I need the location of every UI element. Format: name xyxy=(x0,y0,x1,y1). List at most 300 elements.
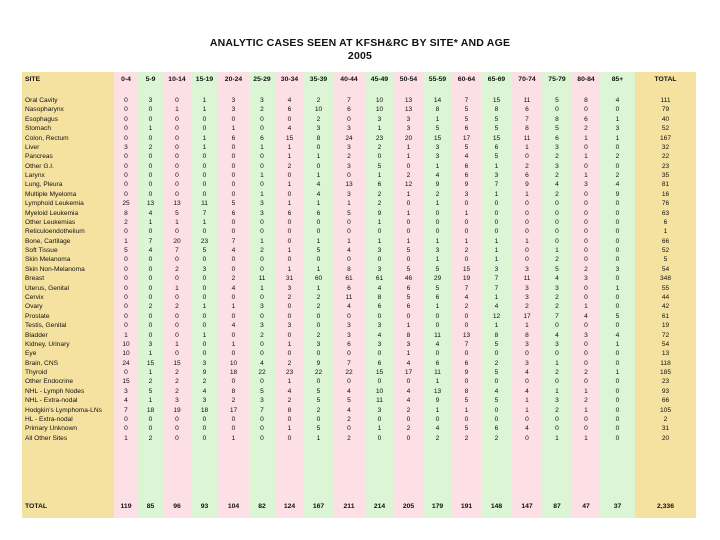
case-count: 5 xyxy=(494,369,499,377)
case-count: 2 xyxy=(347,434,351,442)
case-count: 7 xyxy=(175,247,179,255)
site-name: Reticuloendothelium xyxy=(25,228,85,236)
case-count: 1 xyxy=(584,387,588,395)
case-count: 5 xyxy=(615,312,620,320)
case-count: 0 xyxy=(316,378,321,386)
case-count: 4 xyxy=(615,97,620,104)
case-count: 8 xyxy=(555,115,559,123)
case-count: 2 xyxy=(148,143,153,151)
case-count: 0 xyxy=(124,134,128,142)
case-count: 0 xyxy=(555,350,559,358)
case-count: 1 xyxy=(555,387,559,395)
case-count: 11 xyxy=(523,134,531,142)
case-count: 52 xyxy=(661,247,670,255)
case-count: 0 xyxy=(377,434,382,442)
case-count: 1 xyxy=(287,153,292,161)
case-count: 1 xyxy=(202,134,207,142)
case-count: 0 xyxy=(202,181,207,189)
case-count: 2 xyxy=(316,331,321,339)
case-count: 5 xyxy=(464,143,469,151)
case-count: 1 xyxy=(148,350,153,358)
case-count: 15 xyxy=(433,134,442,142)
case-count: 9 xyxy=(464,369,469,377)
case-count: 0 xyxy=(124,181,128,189)
case-count: 167 xyxy=(659,134,671,142)
report-year: 2005 xyxy=(347,50,373,62)
case-count: 0 xyxy=(525,209,529,217)
case-count: 111 xyxy=(660,97,671,104)
site-name: NHL - Lymph Nodes xyxy=(25,387,85,395)
case-count: 7 xyxy=(464,97,469,104)
site-name: Ovary xyxy=(25,303,43,311)
case-count: 1 xyxy=(584,434,588,442)
case-count: 31 xyxy=(661,425,670,433)
case-count: 0 xyxy=(615,256,620,264)
case-count: 0 xyxy=(377,415,382,423)
case-count: 0 xyxy=(435,415,440,423)
case-count: 0 xyxy=(525,153,529,161)
case-count: 0 xyxy=(464,256,469,264)
case-count: 4 xyxy=(555,331,559,339)
site-name: Uterus, Genital xyxy=(25,284,69,292)
case-count: 2 xyxy=(555,190,559,198)
case-count: 3 xyxy=(525,293,529,301)
case-count: 3 xyxy=(287,284,292,292)
case-count: 5 xyxy=(406,265,411,273)
case-count: 6 xyxy=(406,284,411,292)
case-count: 185 xyxy=(659,369,671,377)
case-count: 1 xyxy=(287,181,292,189)
case-count: 3 xyxy=(584,275,588,283)
total-value: 96 xyxy=(173,503,181,510)
case-count: 0 xyxy=(175,143,179,151)
case-count: 2 xyxy=(464,303,469,311)
case-count: 7 xyxy=(494,275,499,283)
case-count: 13 xyxy=(404,106,413,114)
case-count: 5 xyxy=(464,106,469,114)
case-count: 1 xyxy=(435,115,440,123)
case-count: 0 xyxy=(555,378,559,386)
case-count: 0 xyxy=(231,265,236,273)
case-count: 4 xyxy=(347,387,351,395)
case-count: 0 xyxy=(202,172,207,180)
case-count: 4 xyxy=(435,172,440,180)
case-count: 8 xyxy=(377,293,382,301)
case-count: 15 xyxy=(285,134,294,142)
case-count: 5 xyxy=(555,265,559,273)
site-name: Kidney, Urinary xyxy=(25,340,70,348)
case-count: 8 xyxy=(435,106,440,114)
case-count: 0 xyxy=(148,134,153,142)
case-count: 0 xyxy=(525,256,529,264)
case-count: 5 xyxy=(316,425,321,433)
case-count: 5 xyxy=(555,97,559,104)
case-count: 1 xyxy=(175,284,179,292)
case-count: 0 xyxy=(464,200,469,208)
case-count: 0 xyxy=(555,237,559,245)
case-count: 1 xyxy=(435,237,440,245)
case-count: 1 xyxy=(316,153,321,161)
case-count: 0 xyxy=(260,312,264,320)
case-count: 2 xyxy=(663,415,668,423)
case-count: 0 xyxy=(175,275,179,283)
case-count: 5 xyxy=(406,293,411,301)
case-count: 42 xyxy=(661,303,670,311)
case-count: 1 xyxy=(316,200,321,208)
case-count: 4 xyxy=(231,322,236,330)
case-count: 3 xyxy=(260,97,264,104)
column-header: 85+ xyxy=(611,76,624,83)
case-count: 0 xyxy=(525,228,529,236)
case-count: 3 xyxy=(406,340,411,348)
case-count: 5 xyxy=(124,247,128,255)
case-count: 0 xyxy=(525,218,529,226)
case-count: 0 xyxy=(584,359,588,367)
case-count: 1 xyxy=(525,143,529,151)
case-count: 2 xyxy=(584,397,588,405)
case-count: 0 xyxy=(525,350,529,358)
case-count: 0 xyxy=(124,369,128,377)
case-count: 1 xyxy=(435,162,440,170)
case-count: 2 xyxy=(555,303,559,311)
case-count: 2 xyxy=(202,378,207,386)
case-count: 0 xyxy=(555,425,559,433)
case-count: 17 xyxy=(404,369,413,377)
case-count: 19 xyxy=(661,322,670,330)
case-count: 3 xyxy=(231,97,236,104)
case-count: 1 xyxy=(377,172,382,180)
case-count: 1 xyxy=(555,247,559,255)
case-count: 15 xyxy=(492,97,501,104)
case-count: 11 xyxy=(434,369,441,377)
case-count: 0 xyxy=(231,312,236,320)
case-count: 2 xyxy=(175,369,179,377)
case-count: 0 xyxy=(148,172,153,180)
case-count: 1 xyxy=(615,284,620,292)
case-count: 0 xyxy=(202,415,207,423)
case-count: 1 xyxy=(584,172,588,180)
case-count: 1 xyxy=(148,218,153,226)
case-count: 1 xyxy=(525,406,529,414)
case-count: 1 xyxy=(494,293,499,301)
case-count: 4 xyxy=(347,247,351,255)
case-count: 0 xyxy=(464,322,469,330)
case-count: 0 xyxy=(148,256,153,264)
case-count: 6 xyxy=(494,143,499,151)
case-count: 0 xyxy=(615,434,620,442)
case-count: 13 xyxy=(404,97,413,104)
case-count: 0 xyxy=(584,162,588,170)
case-count: 1 xyxy=(287,425,292,433)
case-count: 0 xyxy=(377,256,382,264)
case-count: 0 xyxy=(435,218,440,226)
case-count: 0 xyxy=(406,162,411,170)
case-count: 0 xyxy=(260,378,264,386)
case-count: 0 xyxy=(584,190,588,198)
case-count: 9 xyxy=(615,190,620,198)
case-count: 0 xyxy=(260,115,264,123)
total-value: 2,336 xyxy=(656,503,674,510)
case-count: 15 xyxy=(492,134,501,142)
case-count: 0 xyxy=(584,415,588,423)
case-count: 105 xyxy=(659,406,671,414)
report-title: ANALYTIC CASES SEEN AT KFSH&RC BY SITE* AND AGE xyxy=(209,37,511,49)
case-count: 0 xyxy=(202,284,207,292)
case-count: 18 xyxy=(229,369,238,377)
case-count: 4 xyxy=(615,181,620,189)
case-count: 0 xyxy=(175,181,179,189)
case-count: 0 xyxy=(148,181,153,189)
case-count: 348 xyxy=(659,275,671,283)
case-count: 15 xyxy=(375,369,384,377)
case-count: 4 xyxy=(406,397,411,405)
case-count: 2 xyxy=(124,218,128,226)
case-count: 63 xyxy=(661,209,670,217)
case-count: 0 xyxy=(555,218,559,226)
case-count: 3 xyxy=(494,172,499,180)
case-count: 0 xyxy=(316,162,321,170)
case-count: 6 xyxy=(464,125,469,133)
case-count: 0 xyxy=(260,265,264,273)
case-count: 19 xyxy=(462,275,471,283)
total-value: 211 xyxy=(343,503,355,510)
case-count: 0 xyxy=(525,200,529,208)
case-count: 4 xyxy=(464,153,469,161)
case-count: 1 xyxy=(494,322,499,330)
case-count: 4 xyxy=(231,247,236,255)
case-count: 2 xyxy=(406,425,411,433)
case-count: 5 xyxy=(435,125,440,133)
case-count: 1 xyxy=(435,256,440,264)
case-count: 0 xyxy=(347,312,351,320)
case-count: 0 xyxy=(202,256,207,264)
case-count: 0 xyxy=(615,322,620,330)
site-name: Soft Tissue xyxy=(25,247,58,255)
case-count: 66 xyxy=(661,397,670,405)
case-count: 2 xyxy=(555,369,559,377)
case-count: 0 xyxy=(260,153,264,161)
site-name: Hodgkin's Lymphoma-LNs xyxy=(25,406,102,414)
site-name: Lymphoid Leukemia xyxy=(25,200,84,208)
case-count: 0 xyxy=(525,415,529,423)
case-count: 4 xyxy=(555,275,559,283)
case-count: 22 xyxy=(661,153,670,161)
case-count: 0 xyxy=(615,415,620,423)
case-count: 6 xyxy=(231,134,236,142)
case-count: 2 xyxy=(615,153,620,161)
case-count: 0 xyxy=(377,378,382,386)
case-count: 5 xyxy=(494,115,499,123)
case-count: 0 xyxy=(148,284,153,292)
case-count: 0 xyxy=(464,378,469,386)
case-count: 0 xyxy=(175,97,179,104)
case-count: 81 xyxy=(661,181,670,189)
case-count: 2 xyxy=(494,359,499,367)
case-count: 2 xyxy=(615,172,620,180)
case-count: 1 xyxy=(347,200,351,208)
case-count: 11 xyxy=(376,397,383,405)
case-count: 3 xyxy=(584,181,588,189)
site-name: Brain, CNS xyxy=(25,359,58,367)
case-count: 1 xyxy=(175,106,179,114)
total-value: 205 xyxy=(402,503,415,510)
case-count: 0 xyxy=(287,190,292,198)
case-count: 3 xyxy=(555,162,559,170)
case-count: 0 xyxy=(124,115,128,123)
case-count: 22 xyxy=(258,369,266,377)
case-count: 0 xyxy=(202,293,207,301)
case-count: 20 xyxy=(661,434,670,442)
case-count: 6 xyxy=(287,209,292,217)
case-count: 0 xyxy=(124,275,128,283)
case-count: 0 xyxy=(148,331,153,339)
case-count: 0 xyxy=(377,350,382,358)
case-count: 31 xyxy=(285,275,294,283)
column-header: 75-79 xyxy=(548,76,566,83)
case-count: 4 xyxy=(347,303,351,311)
case-count: 1 xyxy=(494,247,499,255)
case-count: 0 xyxy=(494,378,499,386)
case-count: 3 xyxy=(377,322,382,330)
case-count: 1 xyxy=(494,256,499,264)
case-count: 2 xyxy=(260,106,264,114)
case-count: 17 xyxy=(229,406,238,414)
case-count: 1 xyxy=(316,434,321,442)
case-count: 0 xyxy=(555,209,559,217)
case-count: 0 xyxy=(406,218,411,226)
case-count: 1 xyxy=(231,125,236,133)
case-count: 1 xyxy=(584,134,588,142)
case-count: 9 xyxy=(316,359,321,367)
case-count: 1 xyxy=(406,143,411,151)
case-count: 3 xyxy=(316,340,321,348)
case-count: 6 xyxy=(316,209,321,217)
case-count: 6 xyxy=(377,359,382,367)
case-count: 0 xyxy=(202,322,207,330)
case-count: 1 xyxy=(202,106,207,114)
case-count: 6 xyxy=(525,172,529,180)
case-count: 0 xyxy=(525,378,529,386)
case-count: 5 xyxy=(464,425,469,433)
case-count: 0 xyxy=(287,172,292,180)
case-count: 0 xyxy=(175,425,179,433)
case-count: 20 xyxy=(173,237,181,245)
column-header: 65-69 xyxy=(487,76,506,83)
case-count: 1 xyxy=(347,237,351,245)
case-count: 0 xyxy=(555,106,559,114)
column-header: 35-39 xyxy=(309,76,328,83)
site-name: Stomach xyxy=(25,125,52,133)
case-count: 3 xyxy=(555,143,559,151)
case-count: 8 xyxy=(525,125,529,133)
total-value: 147 xyxy=(521,503,533,510)
column-header: 55-59 xyxy=(428,76,447,83)
case-count: 6 xyxy=(435,293,440,301)
case-count: 9 xyxy=(202,369,207,377)
case-count: 0 xyxy=(615,162,620,170)
case-count: 5 xyxy=(555,125,559,133)
case-count: 2 xyxy=(175,387,179,395)
case-count: 3 xyxy=(347,125,351,133)
case-count: 0 xyxy=(406,200,411,208)
case-count: 2 xyxy=(175,378,179,386)
case-count: 46 xyxy=(404,275,413,283)
case-count: 2 xyxy=(316,406,321,414)
case-count: 9 xyxy=(435,397,440,405)
case-count: 3 xyxy=(347,190,351,198)
case-count: 1 xyxy=(202,218,207,226)
case-count: 0 xyxy=(287,303,292,311)
case-count: 3 xyxy=(148,340,153,348)
case-count: 0 xyxy=(124,284,128,292)
case-count: 0 xyxy=(584,237,588,245)
case-count: 0 xyxy=(124,322,128,330)
case-count: 3 xyxy=(494,265,499,273)
case-count: 0 xyxy=(124,265,128,273)
case-count: 4 xyxy=(231,284,236,292)
case-count: 0 xyxy=(148,275,153,283)
case-count: 1 xyxy=(202,97,207,104)
case-count: 13 xyxy=(173,200,181,208)
case-count: 3 xyxy=(175,397,179,405)
case-count: 3 xyxy=(525,340,529,348)
case-count: 18 xyxy=(200,406,209,414)
case-count: 0 xyxy=(175,172,179,180)
case-count: 6 xyxy=(347,340,351,348)
case-count: 1 xyxy=(231,303,236,311)
case-count: 0 xyxy=(231,172,236,180)
total-value: 148 xyxy=(490,503,503,510)
case-count: 0 xyxy=(347,256,351,264)
case-count: 0 xyxy=(615,275,620,283)
case-count: 1 xyxy=(615,134,620,142)
case-count: 2 xyxy=(435,190,440,198)
site-name: Liver xyxy=(25,143,40,151)
case-count: 3 xyxy=(435,247,440,255)
case-count: 0 xyxy=(231,350,236,358)
case-count: 13 xyxy=(462,331,471,339)
case-count: 0 xyxy=(464,350,469,358)
case-count: 0 xyxy=(231,218,236,226)
case-count: 6 xyxy=(464,359,469,367)
case-count: 16 xyxy=(661,190,670,198)
case-count: 2 xyxy=(175,303,179,311)
case-count: 13 xyxy=(345,181,353,189)
case-count: 0 xyxy=(555,322,559,330)
case-count: 66 xyxy=(661,237,670,245)
case-count: 25 xyxy=(122,200,130,208)
case-count: 0 xyxy=(260,218,264,226)
case-count: 23 xyxy=(375,134,384,142)
case-count: 54 xyxy=(661,265,670,273)
case-count: 6 xyxy=(663,218,668,226)
case-count: 0 xyxy=(615,387,620,395)
case-count: 0 xyxy=(347,228,351,236)
case-count: 6 xyxy=(377,181,382,189)
case-count: 0 xyxy=(175,162,179,170)
case-count: 2 xyxy=(555,256,559,264)
case-count: 6 xyxy=(555,134,559,142)
case-count: 8 xyxy=(525,331,529,339)
case-count: 7 xyxy=(231,237,236,245)
case-count: 0 xyxy=(175,190,179,198)
case-count: 3 xyxy=(584,331,588,339)
case-count: 0 xyxy=(316,312,321,320)
case-count: 79 xyxy=(661,106,670,114)
case-count: 44 xyxy=(661,293,670,301)
case-count: 1 xyxy=(148,397,153,405)
case-count: 55 xyxy=(661,284,670,292)
